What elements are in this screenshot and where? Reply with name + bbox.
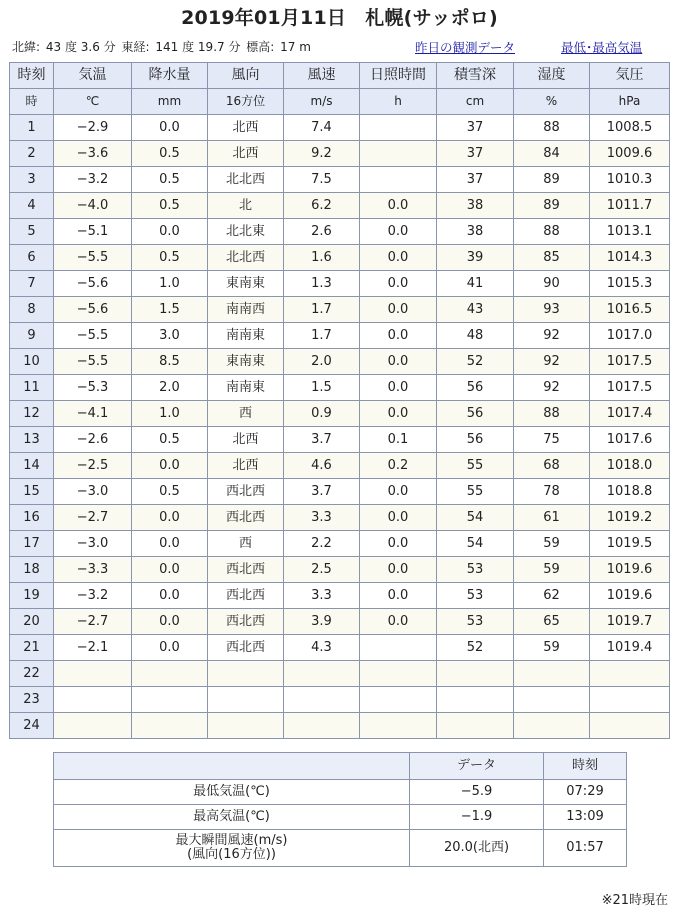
table-row — [10, 219, 670, 245]
data-cell: 88 — [514, 401, 590, 427]
data-cell: 0.2 — [360, 453, 437, 479]
data-cell: 北 — [208, 193, 284, 219]
data-cell: 65 — [514, 609, 590, 635]
hour-cell: 14 — [10, 453, 54, 479]
data-cell: 3.3 — [284, 505, 360, 531]
longitude-label: 東経: — [121, 40, 150, 54]
unit-header: m/s — [284, 89, 360, 115]
data-cell — [284, 687, 360, 713]
data-cell: 0.0 — [360, 401, 437, 427]
header-row — [10, 63, 670, 89]
data-cell: −5.3 — [54, 375, 132, 401]
data-cell: 0.0 — [360, 531, 437, 557]
unit-header: cm — [437, 89, 514, 115]
data-cell: −4.1 — [54, 401, 132, 427]
data-cell: 北北西 — [208, 245, 284, 271]
data-cell: −3.0 — [54, 479, 132, 505]
data-cell — [590, 713, 670, 739]
data-cell: 0.0 — [132, 115, 208, 141]
data-cell: 0.0 — [132, 635, 208, 661]
table-row — [10, 401, 670, 427]
column-header: 湿度 — [514, 63, 590, 89]
unit-header: 時 — [10, 89, 54, 115]
data-cell: 1017.6 — [590, 427, 670, 453]
summary-value: −5.9 — [410, 780, 544, 805]
hour-cell: 11 — [10, 375, 54, 401]
data-cell: 92 — [514, 323, 590, 349]
data-cell — [132, 661, 208, 687]
column-header: 降水量 — [132, 63, 208, 89]
data-cell: −3.2 — [54, 167, 132, 193]
data-cell: −5.5 — [54, 323, 132, 349]
summary-label-line1: 最大瞬間風速(m/s) — [175, 833, 288, 848]
column-header: 風速 — [284, 63, 360, 89]
summary-label — [54, 830, 410, 867]
data-cell: 1010.3 — [590, 167, 670, 193]
data-cell — [590, 687, 670, 713]
data-cell: 1013.1 — [590, 219, 670, 245]
data-cell: 7.4 — [284, 115, 360, 141]
unit-header: % — [514, 89, 590, 115]
table-row — [10, 349, 670, 375]
data-cell: 2.0 — [132, 375, 208, 401]
hour-cell: 21 — [10, 635, 54, 661]
data-cell — [208, 687, 284, 713]
data-cell: 62 — [514, 583, 590, 609]
data-cell: 3.0 — [132, 323, 208, 349]
hour-cell: 2 — [10, 141, 54, 167]
data-cell: 東南東 — [208, 271, 284, 297]
page-title: 2019年01月11日 札幌(サッポロ) — [181, 7, 498, 29]
data-cell: 1017.5 — [590, 375, 670, 401]
data-cell: 52 — [437, 635, 514, 661]
data-cell: 1016.5 — [590, 297, 670, 323]
data-cell: 西北西 — [208, 609, 284, 635]
table-row — [10, 635, 670, 661]
data-cell: 1014.3 — [590, 245, 670, 271]
summary-row-max-gust — [54, 830, 627, 867]
data-cell: 37 — [437, 167, 514, 193]
data-cell: 北西 — [208, 427, 284, 453]
unit-header: 16方位 — [208, 89, 284, 115]
data-cell: 1018.8 — [590, 479, 670, 505]
data-cell: 0.0 — [132, 505, 208, 531]
summary-header: 時刻 — [544, 753, 627, 780]
unit-header: mm — [132, 89, 208, 115]
data-cell: 1008.5 — [590, 115, 670, 141]
data-cell: −3.3 — [54, 557, 132, 583]
data-cell: 0.0 — [132, 583, 208, 609]
location-meta — [12, 40, 313, 54]
data-cell: 1019.5 — [590, 531, 670, 557]
data-cell: 6.2 — [284, 193, 360, 219]
data-cell: −5.1 — [54, 219, 132, 245]
data-cell: 38 — [437, 219, 514, 245]
data-cell: 1.6 — [284, 245, 360, 271]
data-cell: 2.5 — [284, 557, 360, 583]
summary-header-row — [54, 753, 627, 780]
data-cell: 0.0 — [360, 557, 437, 583]
data-cell: 1.5 — [284, 375, 360, 401]
data-cell: −3.2 — [54, 583, 132, 609]
data-cell: −2.7 — [54, 609, 132, 635]
column-header: 時刻 — [10, 63, 54, 89]
data-cell: 59 — [514, 531, 590, 557]
summary-row-min-temp — [54, 780, 627, 805]
data-cell: 0.5 — [132, 193, 208, 219]
data-cell: 1017.0 — [590, 323, 670, 349]
longitude-value: 141 度 19.7 分 — [155, 40, 241, 54]
data-cell — [284, 713, 360, 739]
data-cell: 0.5 — [132, 245, 208, 271]
data-cell: 1.7 — [284, 323, 360, 349]
column-header: 気圧 — [590, 63, 670, 89]
data-cell — [208, 713, 284, 739]
data-cell: 1.5 — [132, 297, 208, 323]
data-cell — [360, 661, 437, 687]
data-cell: 0.9 — [284, 401, 360, 427]
data-cell: 西北西 — [208, 505, 284, 531]
data-cell: 西 — [208, 531, 284, 557]
data-cell: 南南西 — [208, 297, 284, 323]
data-cell: 東南東 — [208, 349, 284, 375]
data-cell: 0.0 — [360, 505, 437, 531]
data-cell: 59 — [514, 557, 590, 583]
data-cell: 53 — [437, 557, 514, 583]
data-cell: 1015.3 — [590, 271, 670, 297]
data-cell: 1009.6 — [590, 141, 670, 167]
hour-cell: 18 — [10, 557, 54, 583]
data-cell: 61 — [514, 505, 590, 531]
data-cell: 56 — [437, 401, 514, 427]
data-cell: 8.5 — [132, 349, 208, 375]
table-row — [10, 609, 670, 635]
data-cell: −2.7 — [54, 505, 132, 531]
altitude-value: 17 m — [280, 40, 311, 54]
data-cell: 59 — [514, 635, 590, 661]
data-cell: 1018.0 — [590, 453, 670, 479]
data-cell — [54, 713, 132, 739]
summary-time: 13:09 — [544, 805, 627, 830]
data-cell: 0.0 — [132, 557, 208, 583]
data-cell: −5.6 — [54, 297, 132, 323]
table-row — [10, 583, 670, 609]
data-cell: 3.7 — [284, 479, 360, 505]
data-cell: 北北西 — [208, 167, 284, 193]
data-cell: −5.5 — [54, 245, 132, 271]
data-cell: 55 — [437, 479, 514, 505]
data-cell: 0.5 — [132, 141, 208, 167]
column-header: 風向 — [208, 63, 284, 89]
summary-value: −1.9 — [410, 805, 544, 830]
table-row — [10, 453, 670, 479]
hour-cell: 17 — [10, 531, 54, 557]
data-cell: 3.3 — [284, 583, 360, 609]
data-cell: 75 — [514, 427, 590, 453]
update-note: ※21時現在 — [601, 893, 668, 908]
table-row — [10, 167, 670, 193]
data-cell: 1017.4 — [590, 401, 670, 427]
data-cell: 53 — [437, 583, 514, 609]
data-cell: 0.1 — [360, 427, 437, 453]
summary-value: 20.0(北西) — [410, 830, 544, 867]
hour-cell: 8 — [10, 297, 54, 323]
data-cell: 南南東 — [208, 375, 284, 401]
table-row — [10, 323, 670, 349]
data-cell: 0.0 — [132, 453, 208, 479]
hour-cell: 4 — [10, 193, 54, 219]
data-cell: 41 — [437, 271, 514, 297]
hour-cell: 16 — [10, 505, 54, 531]
data-cell: 7.5 — [284, 167, 360, 193]
data-cell — [360, 635, 437, 661]
hour-cell: 20 — [10, 609, 54, 635]
data-cell: 92 — [514, 349, 590, 375]
data-cell: 54 — [437, 531, 514, 557]
data-cell: 1.3 — [284, 271, 360, 297]
data-cell: 西北西 — [208, 557, 284, 583]
data-cell: 52 — [437, 349, 514, 375]
data-cell — [514, 713, 590, 739]
data-cell: 92 — [514, 375, 590, 401]
data-cell: 89 — [514, 167, 590, 193]
data-cell — [360, 713, 437, 739]
hour-cell: 12 — [10, 401, 54, 427]
hour-cell: 1 — [10, 115, 54, 141]
data-cell — [514, 661, 590, 687]
data-cell: 90 — [514, 271, 590, 297]
data-cell: −4.0 — [54, 193, 132, 219]
data-cell: 0.0 — [360, 219, 437, 245]
hour-cell: 3 — [10, 167, 54, 193]
data-cell: −2.1 — [54, 635, 132, 661]
data-cell: 西北西 — [208, 583, 284, 609]
data-cell: 0.0 — [360, 583, 437, 609]
data-cell: 2.6 — [284, 219, 360, 245]
data-cell: 1019.6 — [590, 557, 670, 583]
hour-cell: 19 — [10, 583, 54, 609]
column-header: 日照時間 — [360, 63, 437, 89]
data-cell: 68 — [514, 453, 590, 479]
data-cell: −3.0 — [54, 531, 132, 557]
data-cell: −2.9 — [54, 115, 132, 141]
data-cell: −3.6 — [54, 141, 132, 167]
data-cell: 北北東 — [208, 219, 284, 245]
hour-cell: 24 — [10, 713, 54, 739]
data-cell: 1019.4 — [590, 635, 670, 661]
latitude-value: 43 度 3.6 分 — [45, 40, 116, 54]
data-cell: −5.5 — [54, 349, 132, 375]
data-cell — [132, 713, 208, 739]
hour-cell: 15 — [10, 479, 54, 505]
hour-cell: 6 — [10, 245, 54, 271]
hour-cell: 10 — [10, 349, 54, 375]
data-cell: 1019.2 — [590, 505, 670, 531]
data-cell: 56 — [437, 375, 514, 401]
data-cell — [54, 687, 132, 713]
data-cell: −5.6 — [54, 271, 132, 297]
unit-header: ℃ — [54, 89, 132, 115]
data-cell: 0.0 — [360, 479, 437, 505]
hour-cell: 13 — [10, 427, 54, 453]
data-cell: 55 — [437, 453, 514, 479]
data-cell — [514, 687, 590, 713]
data-cell: 43 — [437, 297, 514, 323]
table-row — [10, 713, 670, 739]
table-row — [10, 115, 670, 141]
data-cell — [360, 687, 437, 713]
table-row — [10, 375, 670, 401]
data-cell: 北西 — [208, 115, 284, 141]
data-cell: 2.0 — [284, 349, 360, 375]
summary-header: データ — [410, 753, 544, 780]
table-row — [10, 427, 670, 453]
unit-row — [10, 89, 670, 115]
data-cell: 88 — [514, 219, 590, 245]
data-cell: 0.0 — [360, 323, 437, 349]
data-cell — [437, 661, 514, 687]
data-cell: 85 — [514, 245, 590, 271]
table-row — [10, 687, 670, 713]
data-cell: 0.0 — [360, 297, 437, 323]
data-cell: 39 — [437, 245, 514, 271]
daily-summary-table — [53, 752, 627, 867]
data-cell: 3.9 — [284, 609, 360, 635]
data-cell: 37 — [437, 115, 514, 141]
data-cell: 南南東 — [208, 323, 284, 349]
data-cell: 0.0 — [360, 375, 437, 401]
data-cell — [284, 661, 360, 687]
hourly-observation-table — [9, 62, 670, 739]
data-cell: 88 — [514, 115, 590, 141]
summary-header — [54, 753, 410, 780]
table-row — [10, 557, 670, 583]
hour-cell: 5 — [10, 219, 54, 245]
data-cell: −2.5 — [54, 453, 132, 479]
data-cell: 0.5 — [132, 479, 208, 505]
data-cell: 1017.5 — [590, 349, 670, 375]
column-header: 気温 — [54, 63, 132, 89]
data-cell: 1.7 — [284, 297, 360, 323]
data-cell: 西北西 — [208, 479, 284, 505]
table-row — [10, 193, 670, 219]
table-row — [10, 245, 670, 271]
data-cell: 0.0 — [360, 609, 437, 635]
data-cell — [360, 141, 437, 167]
hour-cell: 7 — [10, 271, 54, 297]
data-cell: 1019.6 — [590, 583, 670, 609]
data-cell: 0.0 — [360, 193, 437, 219]
data-cell: 北西 — [208, 141, 284, 167]
min-max-temp-link[interactable]: 最低･最高気温 — [561, 40, 643, 55]
data-cell: 0.0 — [360, 349, 437, 375]
data-cell: 53 — [437, 609, 514, 635]
data-cell: 1.0 — [132, 401, 208, 427]
data-cell: 1019.7 — [590, 609, 670, 635]
summary-time: 01:57 — [544, 830, 627, 867]
data-cell — [437, 713, 514, 739]
table-row — [10, 297, 670, 323]
data-cell: 56 — [437, 427, 514, 453]
data-cell: 89 — [514, 193, 590, 219]
altitude-label: 標高: — [246, 40, 275, 54]
location-info-bar — [12, 38, 672, 56]
table-row — [10, 479, 670, 505]
summary-label: 最高気温(℃) — [54, 805, 410, 830]
column-header: 積雪深 — [437, 63, 514, 89]
hour-cell: 22 — [10, 661, 54, 687]
observation-rows — [10, 115, 670, 739]
data-cell: 0.0 — [132, 219, 208, 245]
data-cell: 37 — [437, 141, 514, 167]
data-cell: 54 — [437, 505, 514, 531]
summary-time: 07:29 — [544, 780, 627, 805]
data-cell: 1.0 — [132, 271, 208, 297]
data-cell: 4.3 — [284, 635, 360, 661]
data-cell: −2.6 — [54, 427, 132, 453]
data-cell — [54, 661, 132, 687]
yesterday-data-link[interactable]: 昨日の観測データ — [415, 40, 516, 55]
data-cell: 0.5 — [132, 427, 208, 453]
data-cell: 48 — [437, 323, 514, 349]
summary-label-line2: (風向(16方位)) — [187, 847, 276, 862]
table-row — [10, 141, 670, 167]
table-row — [10, 531, 670, 557]
data-cell: 2.2 — [284, 531, 360, 557]
data-cell: 0.0 — [132, 609, 208, 635]
table-row — [10, 271, 670, 297]
data-cell — [590, 661, 670, 687]
data-cell — [360, 115, 437, 141]
data-cell: 北西 — [208, 453, 284, 479]
latitude-label: 北緯: — [12, 40, 41, 54]
table-row — [10, 505, 670, 531]
data-cell — [132, 687, 208, 713]
data-cell: 0.0 — [360, 271, 437, 297]
unit-header: hPa — [590, 89, 670, 115]
data-cell: 0.0 — [132, 531, 208, 557]
table-row — [10, 661, 670, 687]
summary-row-max-temp — [54, 805, 627, 830]
data-cell: 西 — [208, 401, 284, 427]
data-cell: 93 — [514, 297, 590, 323]
data-cell — [437, 687, 514, 713]
data-cell: 西北西 — [208, 635, 284, 661]
summary-label: 最低気温(℃) — [54, 780, 410, 805]
data-cell: 0.0 — [360, 245, 437, 271]
data-cell: 3.7 — [284, 427, 360, 453]
unit-header: h — [360, 89, 437, 115]
data-cell: 84 — [514, 141, 590, 167]
hour-cell: 9 — [10, 323, 54, 349]
data-cell: 4.6 — [284, 453, 360, 479]
hour-cell: 23 — [10, 687, 54, 713]
data-cell: 78 — [514, 479, 590, 505]
data-cell — [208, 661, 284, 687]
data-cell: 1011.7 — [590, 193, 670, 219]
data-cell — [360, 167, 437, 193]
data-cell: 38 — [437, 193, 514, 219]
data-cell: 0.5 — [132, 167, 208, 193]
data-cell: 9.2 — [284, 141, 360, 167]
